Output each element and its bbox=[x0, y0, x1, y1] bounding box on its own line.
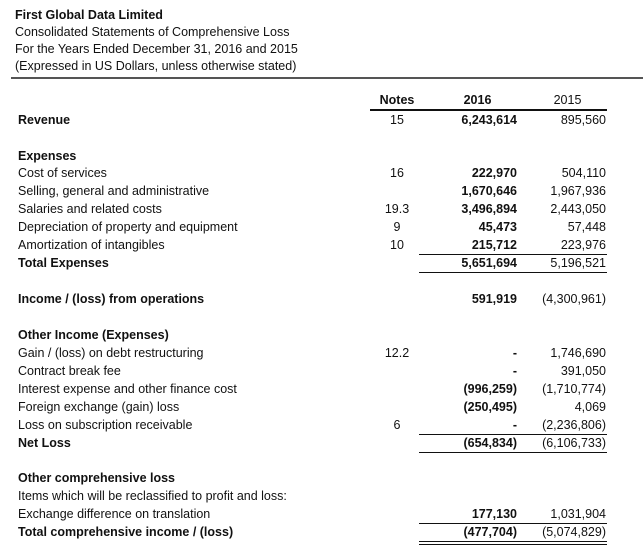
company-name: First Global Data Limited bbox=[15, 8, 163, 22]
row-note: 10 bbox=[390, 238, 404, 252]
statement-title: Consolidated Statements of Comprehensive Loss bbox=[15, 25, 290, 39]
currency-note: (Expressed in US Dollars, unless otherwise stated) bbox=[15, 59, 297, 73]
table-row bbox=[0, 218, 643, 236]
total-expenses-label: Total Expenses bbox=[18, 256, 109, 270]
header-divider bbox=[11, 77, 643, 79]
row-2016: (250,495) bbox=[463, 400, 517, 414]
row-2015: (1,710,774) bbox=[542, 382, 606, 396]
total-comprehensive-2015: (5,074,829) bbox=[542, 525, 606, 539]
other-income-heading-row bbox=[0, 326, 643, 344]
expenses-heading: Expenses bbox=[18, 149, 77, 163]
other-income-heading: Other Income (Expenses) bbox=[18, 328, 169, 342]
row-2016: - bbox=[512, 364, 517, 378]
year-2015-column-header: 2015 bbox=[553, 93, 582, 107]
operations-2016: 591,919 bbox=[471, 292, 517, 306]
total-comprehensive-label: Total comprehensive income / (loss) bbox=[18, 525, 234, 539]
comprehensive-heading-row bbox=[0, 469, 643, 487]
exchange-difference-2015: 1,031,904 bbox=[550, 507, 606, 521]
net-loss-2015: (6,106,733) bbox=[542, 436, 606, 450]
revenue-label: Revenue bbox=[18, 113, 71, 127]
table-row bbox=[0, 398, 643, 416]
double-rule-top bbox=[419, 541, 607, 542]
column-header-row bbox=[0, 91, 643, 109]
row-note: 19.3 bbox=[384, 202, 410, 216]
row-2015: 4,069 bbox=[574, 400, 606, 414]
total-expenses-2016: 5,651,694 bbox=[461, 256, 517, 270]
comprehensive-subheading: Items which will be reclassified to profit and loss: bbox=[18, 489, 287, 503]
row-note: 9 bbox=[393, 220, 401, 234]
row-2015: 391,050 bbox=[560, 364, 606, 378]
row-label: Foreign exchange (gain) loss bbox=[18, 400, 180, 414]
operations-row bbox=[0, 290, 643, 308]
net-loss-row bbox=[0, 434, 643, 452]
table-row bbox=[0, 236, 643, 254]
table-row bbox=[0, 164, 643, 182]
row-label: Contract break fee bbox=[18, 364, 121, 378]
row-2015: (2,236,806) bbox=[542, 418, 606, 432]
row-label: Amortization of intangibles bbox=[18, 238, 165, 252]
table-row bbox=[0, 182, 643, 200]
revenue-note: 15 bbox=[390, 113, 404, 127]
total-rule bbox=[419, 272, 607, 273]
row-label: Depreciation of property and equipment bbox=[18, 220, 238, 234]
revenue-2015: 895,560 bbox=[560, 113, 606, 127]
table-row bbox=[0, 416, 643, 434]
double-rule-bottom bbox=[419, 544, 607, 545]
table-row bbox=[0, 362, 643, 380]
row-note: 16 bbox=[390, 166, 404, 180]
expenses-heading-row bbox=[0, 147, 643, 165]
comprehensive-heading: Other comprehensive loss bbox=[18, 471, 176, 485]
row-label: Cost of services bbox=[18, 166, 107, 180]
row-label: Gain / (loss) on debt restructuring bbox=[18, 346, 204, 360]
net-loss-label: Net Loss bbox=[18, 436, 71, 450]
row-2016: - bbox=[512, 418, 517, 432]
comprehensive-subheading-row bbox=[0, 487, 643, 505]
revenue-row bbox=[0, 111, 643, 129]
exchange-difference-row bbox=[0, 505, 643, 523]
total-comprehensive-2016: (477,704) bbox=[463, 525, 517, 539]
row-2016: 45,473 bbox=[478, 220, 517, 234]
row-2016: 1,670,646 bbox=[461, 184, 517, 198]
notes-column-header: Notes bbox=[379, 93, 415, 107]
operations-2015: (4,300,961) bbox=[542, 292, 606, 306]
row-2016: - bbox=[512, 346, 517, 360]
row-2016: 3,496,894 bbox=[461, 202, 517, 216]
total-comprehensive-row bbox=[0, 523, 643, 541]
table-row bbox=[0, 380, 643, 398]
row-label: Interest expense and other finance cost bbox=[18, 382, 237, 396]
statement-period: For the Years Ended December 31, 2016 and 2015 bbox=[15, 42, 298, 56]
row-2015: 1,746,690 bbox=[550, 346, 606, 360]
row-2016: (996,259) bbox=[463, 382, 517, 396]
net-loss-2016: (654,834) bbox=[463, 436, 517, 450]
row-label: Selling, general and administrative bbox=[18, 184, 210, 198]
year-2016-column-header: 2016 bbox=[463, 93, 492, 107]
row-2015: 57,448 bbox=[567, 220, 606, 234]
exchange-difference-label: Exchange difference on translation bbox=[18, 507, 211, 521]
row-2015: 504,110 bbox=[561, 166, 606, 180]
row-2015: 2,443,050 bbox=[550, 202, 606, 216]
table-row bbox=[0, 344, 643, 362]
exchange-difference-2016: 177,130 bbox=[471, 507, 517, 521]
total-expenses-row bbox=[0, 254, 643, 272]
row-2015: 223,976 bbox=[560, 238, 606, 252]
row-note: 6 bbox=[393, 418, 401, 432]
row-label: Salaries and related costs bbox=[18, 202, 162, 216]
table-row bbox=[0, 200, 643, 218]
row-2015: 1,967,936 bbox=[550, 184, 606, 198]
total-rule bbox=[419, 452, 607, 453]
revenue-2016: 6,243,614 bbox=[461, 113, 517, 127]
total-expenses-2015: 5,196,521 bbox=[550, 256, 606, 270]
row-2016: 222,970 bbox=[471, 166, 517, 180]
row-2016: 215,712 bbox=[471, 238, 517, 252]
operations-label: Income / (loss) from operations bbox=[18, 292, 205, 306]
row-label: Loss on subscription receivable bbox=[18, 418, 193, 432]
row-note: 12.2 bbox=[384, 346, 410, 360]
statement-header bbox=[15, 7, 298, 75]
